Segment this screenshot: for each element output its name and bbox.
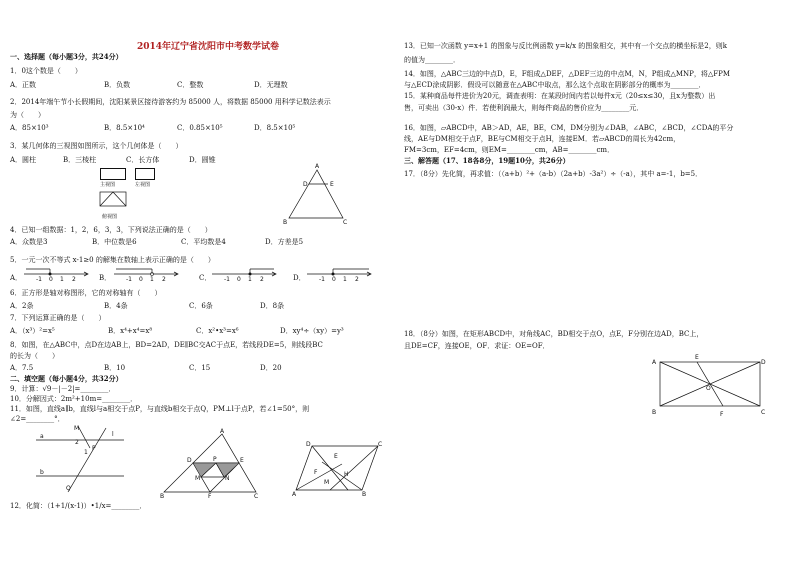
svg-text:-1: -1 [224, 276, 230, 283]
q7-opt-a: A．（x³）²=x⁵ [10, 327, 55, 335]
q1-opt-b: B．负数 [104, 81, 131, 89]
tri-label-e: E [330, 181, 334, 188]
svg-text:C: C [761, 409, 766, 416]
q15-text1: 15．某种商品每件进价为20元，调查表明：在某段时间内若以每件x元（20≤x≤30，且x为整数）出 [404, 92, 716, 100]
q16-text3: FM=3cm，EF=4cm，则EM=________cm，AB=________cm． [404, 146, 615, 154]
q14-text2: 与△ECD涂成阴影．假设可以随意在△ABC中取点，那么这个点取在阴影部分的概率为________． [404, 81, 706, 89]
svg-text:2: 2 [355, 276, 359, 283]
svg-text:-1: -1 [126, 276, 132, 283]
q2-text2: 为（ ） [10, 111, 45, 119]
svg-text:B: B [362, 491, 367, 498]
q10-text: 10．分解因式：2m²+10m=________． [10, 395, 138, 403]
svg-text:-1: -1 [36, 276, 42, 283]
svg-text:2: 2 [72, 276, 76, 283]
svg-text:l: l [112, 431, 114, 438]
q5-numberline-c [210, 266, 280, 282]
svg-text:1: 1 [60, 276, 64, 283]
tri-label-d: D [303, 181, 308, 188]
q18-text2: 且DE=CF，连接OE，OF．求证：OE=OF． [404, 342, 550, 350]
q3-opt-a: A．圆柱 [10, 156, 37, 164]
q9-text: 9．计算：√9－|－2|=________． [10, 385, 116, 393]
q7-text: 7．下列运算正确的是（ ） [10, 314, 106, 322]
svg-text:1: 1 [84, 449, 88, 456]
q1-opt-c: C．整数 [177, 81, 204, 89]
q4-opt-c: C．平均数是4 [181, 238, 226, 246]
q3-text: 3．某几何体的三视图如图所示，这个几何体是（ ） [10, 142, 183, 150]
tri-label-c: C [343, 219, 348, 226]
svg-text:0: 0 [139, 276, 143, 283]
svg-text:E: E [695, 354, 699, 361]
q8-opt-d: D．20 [260, 364, 282, 372]
q8-opt-b: B．10 [104, 364, 126, 372]
q1-opt-a: A．正数 [10, 81, 37, 89]
q5-opt-b: B． [99, 274, 112, 282]
svg-text:B: B [160, 493, 165, 500]
svg-text:Q: Q [66, 485, 71, 492]
svg-text:O: O [706, 385, 711, 392]
svg-text:b: b [40, 469, 44, 476]
svg-text:E: E [334, 453, 338, 460]
left-view-rect [135, 168, 155, 180]
svg-text:D: D [761, 359, 766, 366]
q5-opt-d: D． [293, 274, 306, 282]
rectangle-abcd-figure [652, 350, 768, 420]
q7-opt-c: C．x²•x³=x⁶ [196, 327, 239, 335]
svg-text:0: 0 [237, 276, 241, 283]
svg-text:C: C [378, 441, 383, 448]
q1-opt-d: D．无理数 [254, 81, 288, 89]
svg-text:a: a [40, 433, 44, 440]
q4-opt-a: A．众数是3 [10, 238, 48, 246]
svg-text:M: M [74, 425, 80, 432]
svg-text:B: B [652, 409, 657, 416]
q2-opt-c: C．0.85×10⁵ [177, 124, 223, 132]
q1-text: 1．0这个数是（ ） [10, 67, 82, 75]
svg-text:F: F [314, 469, 318, 476]
q2-opt-b: B．8.5×10⁴ [104, 124, 145, 132]
q2-text1: 2．2014年端午节小长假期间，沈阳某景区接待游客约为 85000 人，将数据 85000 用科学记数法表示 [10, 98, 331, 106]
left-view-label: 左视图 [135, 182, 151, 188]
svg-text:2: 2 [260, 276, 264, 283]
svg-text:F: F [720, 411, 724, 418]
svg-text:1: 1 [248, 276, 252, 283]
q2-opt-d: D．8.5×10⁵ [254, 124, 296, 132]
svg-text:2: 2 [75, 439, 79, 446]
q5-numberline-b [112, 266, 182, 282]
svg-text:M: M [324, 479, 330, 486]
q12-text: 12．化简：（1+1/(x-1)）•1/x=________． [10, 502, 147, 510]
svg-text:1: 1 [343, 276, 347, 283]
svg-text:2: 2 [162, 276, 166, 283]
q4-opt-d: D．方差是5 [265, 238, 304, 246]
q3-opt-c: C．长方体 [126, 156, 160, 164]
svg-text:-1: -1 [319, 276, 325, 283]
q18-text1: 18．（8分）如图，在矩形ABCD中，对角线AC，BD相交于点O，点E，F分别在边AD，BC上， [404, 330, 704, 338]
top-view-figure [100, 192, 130, 212]
svg-text:D: D [187, 457, 192, 464]
q5-opt-c: C． [199, 274, 212, 282]
q7-opt-d: D．xy⁴÷（xy）=y³ [280, 327, 344, 335]
main-view-label: 主视图 [100, 182, 116, 188]
q6-opt-a: A．2条 [10, 302, 34, 310]
svg-text:1: 1 [150, 276, 154, 283]
q16-text2: 线，AE与DM相交于点F，BE与CM相交于点H，连接EM．若▱ABCD的周长为42cm， [404, 135, 681, 143]
tri-label-a: A [315, 163, 320, 170]
q3-opt-b: B．三棱柱 [63, 156, 97, 164]
q6-text: 6．正方形是轴对称图形，它的对称轴有（ ） [10, 289, 162, 297]
q4-text: 4．已知一组数据：1，2，6，3，3，下列说法正确的是（ ） [10, 226, 212, 234]
top-view-label: 俯视图 [102, 214, 118, 220]
q11-text1: 11．如图，直线a∥b，直线l与a相交于点P，与直线b相交于点Q，PM⊥l于点P，若∠1=50°，则 [10, 405, 310, 413]
section-solve: 三、解答题（17、18各8分，19题10分，共26分） [404, 156, 570, 165]
q8-opt-a: A．7.5 [10, 364, 34, 372]
svg-text:N: N [225, 475, 230, 482]
svg-text:A: A [652, 359, 657, 366]
q8-text2: 的长为（ ） [10, 352, 59, 360]
q8-text1: 8．如图，在△ABC中，点D在边AB上，BD=2AD，DE∥BC交AC于点E，若线段DE=5，则线段BC [10, 341, 323, 349]
q5-text: 5．一元一次不等式 x-1≥0 的解集在数轴上表示正确的是（ ） [10, 256, 215, 264]
q17-text: 17．（8分）先化简，再求值：（（a+b）²+（a-b）（2a+b）-3a²）÷（-a），其中 a=-1，b=5． [404, 170, 703, 178]
svg-text:M: M [195, 475, 201, 482]
svg-text:F: F [208, 493, 212, 500]
q11-text2: ∠2=________°． [10, 415, 65, 423]
parallelogram-figure [292, 440, 384, 496]
q2-opt-a: A．85×10³ [10, 124, 49, 132]
q3-opt-d: D．圆锥 [189, 156, 216, 164]
svg-text:0: 0 [332, 276, 336, 283]
q6-opt-c: C．6条 [189, 302, 213, 310]
triangle-abc-figure [283, 164, 353, 226]
q6-opt-d: D．8条 [260, 302, 285, 310]
q16-text1: 16．如图，▱ABCD中，AB＞AD，AE，BE，CM，DM分别为∠DAB，∠ABC，∠BCD，∠CDA的平分 [404, 124, 734, 132]
svg-text:A: A [292, 491, 297, 498]
section-choice: 一、选择题（每小题3分，共24分） [10, 52, 123, 61]
q13-text1: 13．已知一次函数 y=x+1 的图象与反比例函数 y=k/x 的图象相交，其中有一个交点的横坐标是2，则k [404, 42, 727, 50]
main-view-rect [100, 168, 126, 180]
q15-text2: 售，可卖出（30-x）件．若使利润最大，则每件商品的售价应为________元． [404, 104, 644, 112]
q13-text2: 的值为________． [404, 56, 460, 64]
q5-opt-a: A． [10, 274, 23, 282]
q6-opt-b: B．4条 [104, 302, 128, 310]
q5-numberline-d [305, 266, 375, 282]
triangle-midpoints-figure [160, 428, 260, 500]
q8-opt-c: C．15 [189, 364, 211, 372]
svg-text:E: E [240, 457, 244, 464]
svg-text:P: P [213, 456, 217, 463]
q7-opt-b: B．x⁴+x⁴=x⁸ [108, 327, 153, 335]
svg-text:P: P [92, 445, 96, 452]
q4-opt-b: B．中位数是6 [92, 238, 137, 246]
section-fill: 二、填空题（每小题4分，共32分） [10, 374, 123, 383]
q14-text1: 14．如图，△ABC三边的中点D，E，F组成△DEF，△DEF三边的中点M，N，P组成△MNP，将△FPM [404, 70, 730, 78]
svg-text:0: 0 [49, 276, 53, 283]
svg-text:D: D [306, 441, 311, 448]
tri-label-b: B [283, 219, 288, 226]
svg-text:C: C [254, 493, 259, 500]
svg-text:H: H [344, 471, 349, 478]
parallel-lines-figure [32, 424, 124, 494]
svg-text:A: A [220, 428, 225, 435]
exam-title: 2014年辽宁省沈阳市中考数学试卷 [137, 42, 280, 52]
q5-numberline-a [22, 266, 92, 282]
